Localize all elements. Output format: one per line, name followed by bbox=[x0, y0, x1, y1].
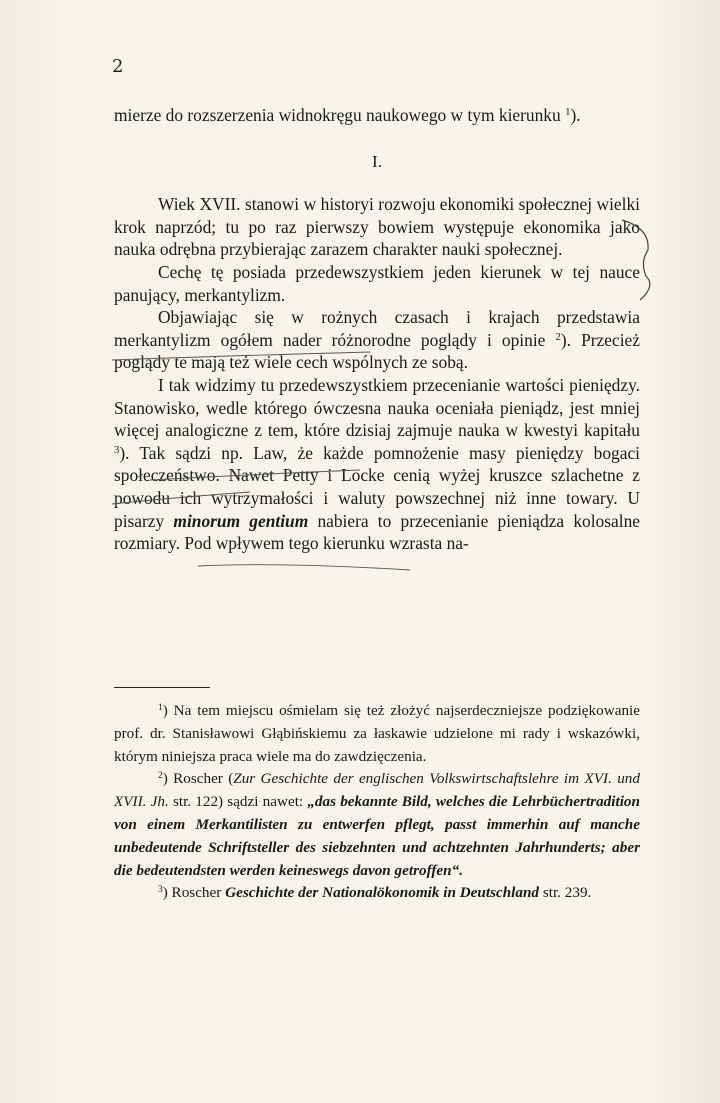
underline-mark-3 bbox=[112, 492, 250, 504]
margin-bracket-mark bbox=[622, 220, 650, 300]
paragraph-4-text-end: nabiera to przecenianie pieniądza kolosalne rozmiary. Pod wpływem tego kierunku wzrasta na- bbox=[114, 510, 640, 554]
footnote-3-suffix: str. 239. bbox=[539, 884, 592, 902]
intro-text-end: ). bbox=[570, 105, 581, 125]
footnote-2-title: Zur Geschichte der englischen Volkswirtschaftslehre im XVI. und XVII. Jh. bbox=[114, 770, 640, 811]
paragraph-3-text-end: ). Przecież poglądy te mają też wiele cech wspólnych ze sobą. bbox=[114, 329, 640, 373]
footnote-3-prefix: ) Roscher bbox=[162, 884, 226, 902]
page-number: 2 bbox=[112, 56, 124, 77]
underline-mark-2 bbox=[150, 470, 360, 480]
paragraph-4-text: I tak widzimy tu przedewszystkiem przecenianie wartości pieniędzy. Stanowisko, wedle którego ówczesna nauka oceniała pieniądz, jest mniej więcej analogiczne z tem, które dzisiaj zajmuje nauka w kwestyi kapitału bbox=[114, 374, 640, 441]
footnote-ref-3[interactable]: 3 bbox=[114, 443, 120, 456]
footnote-2-middle: str. 122) sądzi nawet: bbox=[168, 793, 308, 811]
underline-mark-1 bbox=[112, 352, 370, 360]
footnote-1-mark: 1 bbox=[158, 702, 163, 713]
paragraph-4-text-mid: ). Tak sądzi np. Law, że każde pomnożenie masy pieniędzy bogaci społeczeństwo. Nawet Petty i Locke cenią wyżej kruszce szlachetne z powodu ich wytrzymałości i waluty powszechnej niż inne towary. U pisarzy bbox=[114, 442, 640, 531]
footnote-3-title: Geschichte der Nationalökonomik in Deutschland bbox=[225, 884, 540, 902]
footnote-2-prefix: ) Roscher ( bbox=[162, 770, 234, 788]
footnote-ref-1[interactable]: 1 bbox=[565, 106, 571, 119]
intro-text: mierze do rozszerzenia widnokręgu naukowego w tym kierunku bbox=[114, 105, 561, 125]
paragraph-3-text: Objawiając się w rożnych czasach i krajach przedstawia merkantylizm ogółem nader różnorodne poglądy i opinie bbox=[114, 307, 640, 350]
footnote-2-mark: 2 bbox=[158, 771, 163, 782]
footnote-3-mark: 3 bbox=[158, 885, 163, 896]
underline-mark-4 bbox=[198, 565, 410, 570]
paragraph-1: Wiek XVII. stanowi w historyi rozwoju ekonomiki społecznej wielki krok naprzód; tu po raz pierwszy bowiem występuje ekonomika jako nauka odrębna przybierając zarazem charakter nauki społecznej. bbox=[114, 194, 640, 260]
latin-phrase: minorum gentium bbox=[173, 510, 309, 531]
footnote-ref-2[interactable]: 2 bbox=[555, 330, 561, 343]
footnote-1-text: ) Na tem miejscu ośmielam się też złożyć najserdeczniejsze podziękowanie prof. dr. Stanisławowi Głąbińskiemu za łaskawie udzielone mi rady i wskazówki, którym niniejsza praca wiele ma do zawdzięczenia. bbox=[114, 702, 640, 765]
section-heading: I. bbox=[372, 151, 382, 171]
paragraph-2: Cechę tę posiada przedewszystkiem jeden kierunek w tej nauce panujący, merkantylizm. bbox=[114, 261, 640, 305]
footnote-2-quote: „das bekannte Bild, welches die Lehrbüchertradition von einem Merkantilisten zu entwerfen pflegt, passt immerhin auf manche unbedeutende Schriftsteller des siebzehnten und achtzehnten Jahrhunderts; aber die bedeutendsten werden keineswegs davon getroffen“. bbox=[114, 793, 640, 879]
